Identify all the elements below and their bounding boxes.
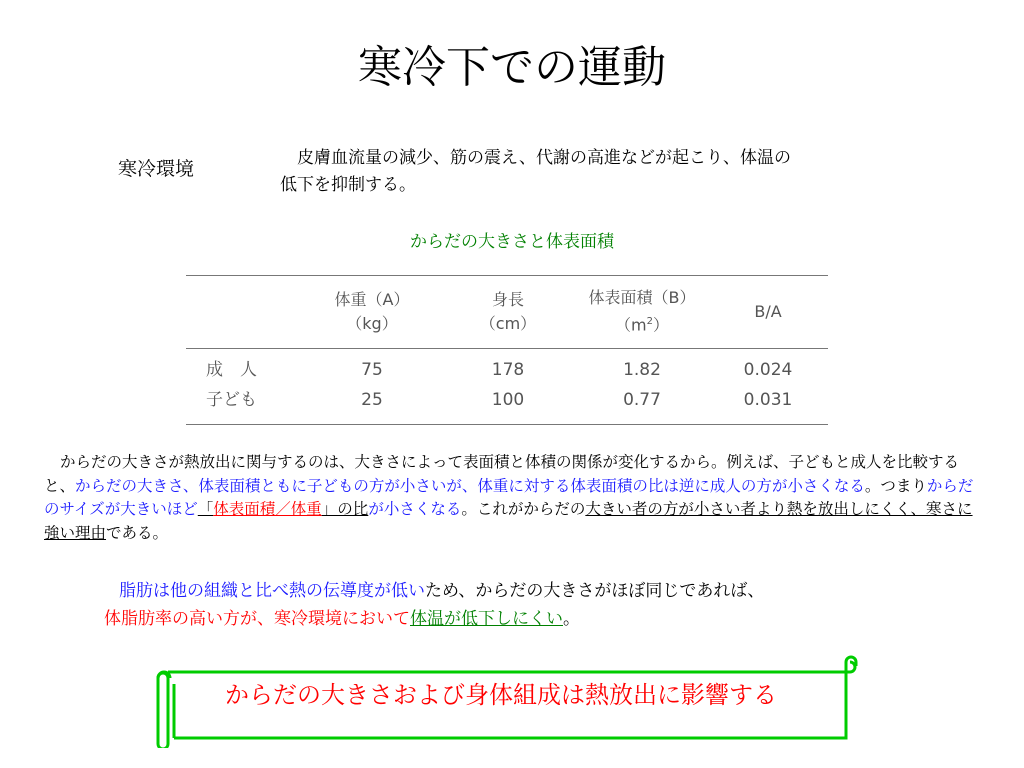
table-row-adult — [186, 349, 828, 386]
cell-weight: 25 — [304, 385, 440, 425]
cell-height: 100 — [440, 385, 576, 425]
header-area-unit-post: ） — [652, 315, 669, 335]
header-area-label: 体表面積（B） — [588, 288, 696, 307]
header-area-unit-pre: （m — [615, 315, 647, 335]
fat-line2-end: 。 — [563, 609, 580, 629]
para-s8: が小さくなる — [368, 500, 462, 518]
table-header-ratio — [708, 276, 828, 349]
cell-weight: 75 — [361, 360, 383, 381]
table-header-area — [576, 276, 708, 349]
row-label: 成 人 — [206, 360, 257, 381]
cell-ratio: 0.024 — [743, 360, 793, 381]
fat-line-1 — [119, 578, 764, 604]
fat-line-2 — [104, 606, 580, 632]
cell-height: 178 — [491, 360, 525, 381]
conclusion-text: からだの大きさおよび身体組成は熱放出に影響する — [225, 681, 777, 709]
table-row-child — [186, 385, 828, 425]
environment-description-line1: 皮膚血流量の減少、筋の震え、代謝の高進などが起こり、体温の — [297, 148, 792, 168]
fat-line2-red: 体脂肪率の高い方が、寒冷環境において — [104, 609, 410, 629]
fat-line1-rest: ため、からだの大きさがほぼ同じであれば、 — [425, 581, 765, 601]
header-ratio-label: B/A — [754, 301, 782, 321]
environment-label: 寒冷環境 — [118, 158, 195, 180]
environment-description-line2: 低下を抑制する。 — [280, 175, 416, 195]
table-header-height — [440, 276, 576, 349]
table-header-empty — [186, 276, 304, 349]
para-s6: 体表面積／体重 — [213, 500, 322, 518]
fat-line2-green: 体温が低下しにくい — [410, 609, 563, 629]
page-title: 寒冷下での運動 — [358, 42, 666, 93]
para-s7: 」の比 — [321, 500, 369, 518]
para-s2: からだの大きさ、体表面積ともに子どもの方が小さいが、体重に対する体表面積の比は逆に成人の方が小さくなる — [75, 476, 865, 495]
fat-line1-blue: 脂肪は他の組織と比べ熱の伝導度が低い — [119, 581, 425, 601]
para-s9: 。これがからだの — [461, 500, 586, 518]
body-size-table — [186, 275, 828, 425]
cell-area: 1.82 — [623, 360, 661, 381]
cell-area: 0.77 — [576, 385, 708, 425]
header-weight-unit: （kg） — [346, 313, 398, 333]
cell-ratio: 0.031 — [708, 385, 828, 425]
para-s11: である。 — [106, 523, 169, 542]
table-caption: からだの大きさと体表面積 — [410, 232, 614, 252]
row-label: 子ども — [186, 385, 304, 425]
header-area-unit-sup: 2 — [646, 316, 653, 327]
para-s10: 大きい者の方が小さい者より熱を放出しにくく、寒さに強い理由 — [44, 500, 973, 542]
para-s3: 。つまり — [864, 476, 927, 495]
data-table — [186, 275, 828, 425]
table-header-weight — [304, 276, 440, 349]
para-s5: 「 — [197, 500, 214, 518]
explanation-paragraph — [44, 451, 984, 545]
conclusion-scroll — [156, 654, 858, 748]
header-height-unit: （cm） — [479, 313, 537, 333]
table-header-row — [186, 276, 828, 349]
para-s1: からだの大きさが熱放出に関与するのは、大きさによって表面積と体積の関係が変化するから。例えば、子どもと成人を比較すると、 — [44, 453, 960, 495]
header-weight-label: 体重（A） — [334, 289, 410, 309]
environment-description — [280, 145, 920, 199]
header-height-label: 身長 — [491, 289, 524, 309]
para-s4: からだのサイズが大きいほど — [44, 476, 974, 518]
header-area-unit — [576, 310, 708, 337]
